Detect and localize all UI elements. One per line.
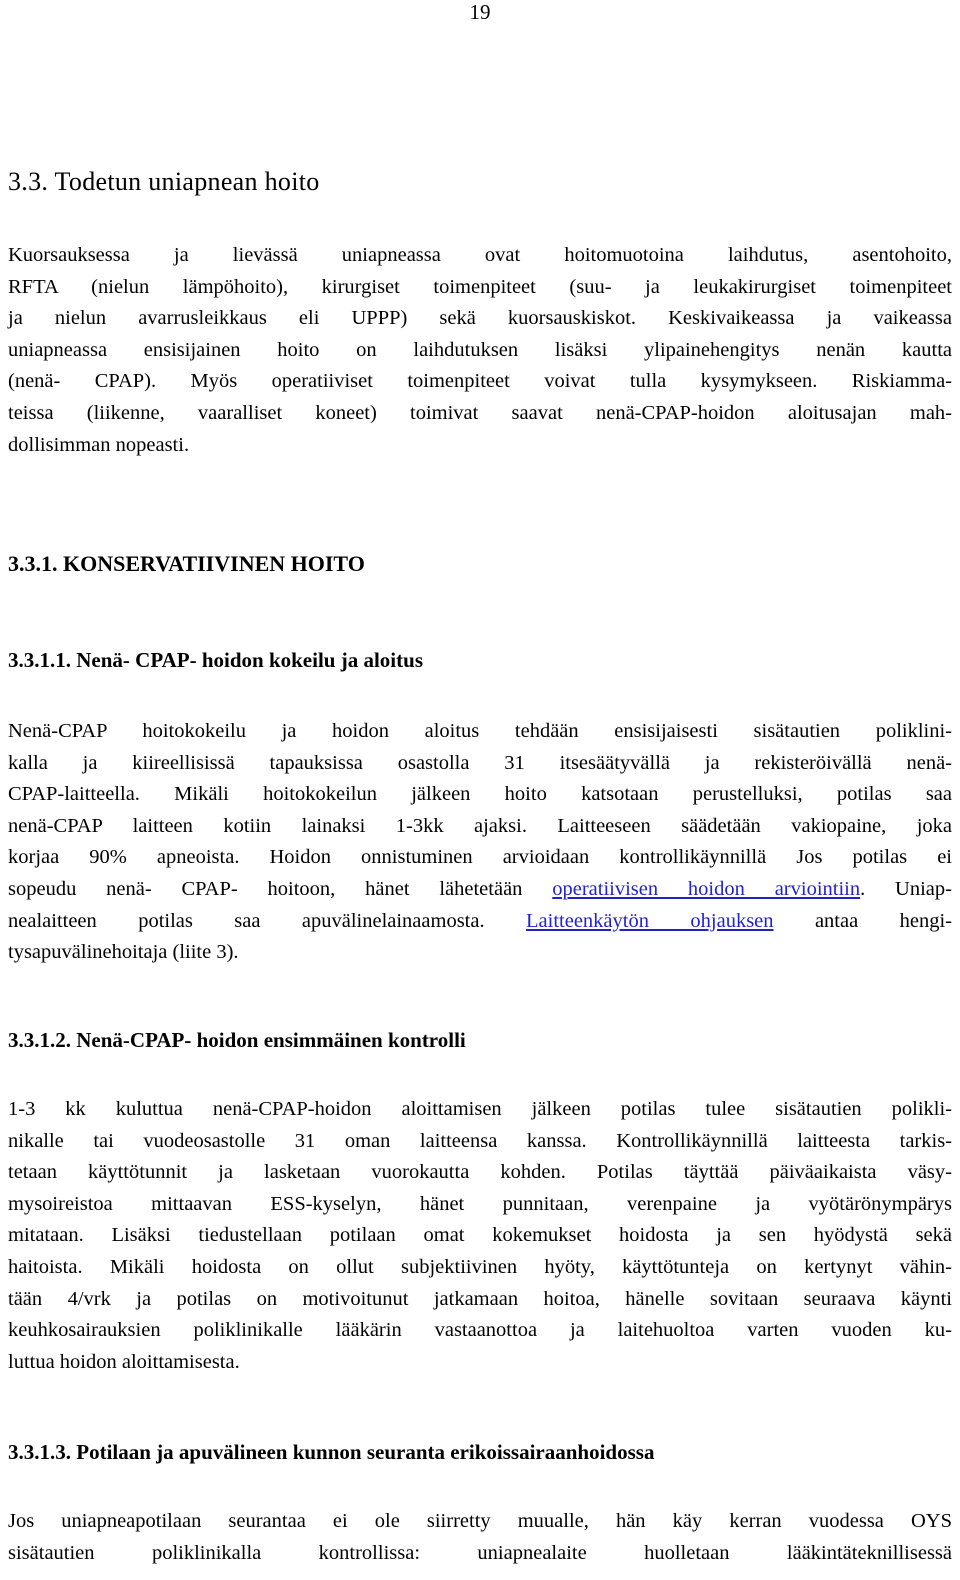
line-text: nealaitteen potilas saa apuvälinelainaamosta.	[8, 909, 527, 932]
paragraph-line: tään 4/vrk ja potilas on motivoitunut jatkamaan hoitoa, hänelle sovitaan seuraava käynti	[8, 1287, 952, 1310]
paragraph-line: Nenä-CPAP hoitokokeilu ja hoidon aloitus tehdään ensisijaisesti sisätautien poliklini-	[8, 720, 952, 742]
follow-up-heading: 3.3.1.3. Potilaan ja apuvälineen kunnon seuranta erikoissairaanhoidossa	[8, 1440, 655, 1464]
line-text: antaa hengi-	[773, 909, 952, 932]
paragraph-line: CPAP-laitteella. Mikäli hoitokokeilun jälkeen hoito katsotaan perustelluksi, potilas saa	[8, 783, 952, 806]
paragraph-line: RFTA (nielun lämpöhoito), kirurgiset toimenpiteet (suu- ja leukakirurgiset toimenpiteet	[8, 275, 952, 298]
paragraph-line: ja nielun avarrusleikkaus eli UPPP) sekä kuorsauskiskot. Keskivaikeassa ja vaikeassa	[8, 307, 952, 330]
paragraph-line	[8, 906, 952, 938]
paragraph-line: kalla ja kiireellisissä tapauksissa osastolla 31 itsesäätyvällä ja rekisteröivällä nenä-	[8, 751, 952, 774]
paragraph-line: korjaa 90% apneoista. Hoidon onnistuminen arvioidaan kontrollikäynnillä Jos potilas ei	[8, 846, 952, 869]
intro-paragraph	[8, 240, 952, 461]
section-heading: 3.3. Todetun uniapnean hoito	[8, 167, 320, 196]
first-control-paragraph	[8, 1094, 952, 1378]
paragraph-line: keuhkosairauksien poliklinikalle lääkärin vastaanottoa ja laitehuoltoa varten vuoden ku-	[8, 1319, 952, 1342]
paragraph-line: 1-3 kk kuluttua nenä-CPAP-hoidon aloittamisen jälkeen potilas tulee sisätautien polikli-	[8, 1098, 952, 1120]
cpap-trial-paragraph	[8, 716, 952, 969]
paragraph-line: Kuorsauksessa ja lievässä uniapneassa ovat hoitomuotoina laihdutus, asentohoito,	[8, 244, 952, 266]
paragraph-line: mitataan. Lisäksi tiedustellaan potilaan omat kokemukset hoidosta ja sen hyödystä sekä	[8, 1224, 952, 1247]
paragraph-line: (nenä- CPAP). Myös operatiiviset toimenpiteet voivat tulla kysymykseen. Riskiamma-	[8, 370, 952, 393]
paragraph-line: sisätautien poliklinikalla kontrollissa: uniapnealaite huolletaan lääkintäteknillisessä	[8, 1541, 952, 1564]
paragraph-line: luttua hoidon aloittamisesta.	[8, 1350, 240, 1373]
paragraph-line: mysoireistoa mittaavan ESS-kyselyn, hänet punnitaan, verenpaine ja vyötärönympärys	[8, 1192, 952, 1215]
paragraph-line: dollisimman nopeasti.	[8, 433, 190, 456]
paragraph-line: uniapneassa ensisijainen hoito on laihdutuksen lisäksi ylipainehengitys nenän kautta	[8, 338, 952, 361]
paragraph-line	[8, 874, 952, 906]
paragraph-line: teissa (liikenne, vaaralliset koneet) toimivat saavat nenä-CPAP-hoidon aloitusajan mah-	[8, 401, 952, 424]
operative-evaluation-link[interactable]: operatiivisen hoidon arviointiin	[552, 877, 861, 900]
line-text: . Uniap-	[860, 877, 952, 900]
paragraph-line: nikalle tai vuodeosastolle 31 oman laitteensa kanssa. Kontrollikäynnillä laitteesta tarkis-	[8, 1129, 952, 1152]
paragraph-line: Jos uniapneapotilaan seurantaa ei ole siirretty muualle, hän käy kerran vuodessa OYS	[8, 1510, 952, 1532]
subsection-heading: 3.3.1. KONSERVATIIVINEN HOITO	[8, 551, 365, 576]
page-number: 19	[469, 0, 491, 24]
first-control-heading: 3.3.1.2. Nenä-CPAP- hoidon ensimmäinen kontrolli	[8, 1028, 466, 1052]
follow-up-paragraph	[8, 1506, 952, 1569]
paragraph-line: tysapuvälinehoitaja (liite 3).	[8, 941, 239, 964]
paragraph-line: haitoista. Mikäli hoidosta on ollut subjektiivinen hyöty, käyttötunteja on kertynyt vähin-	[8, 1255, 952, 1278]
line-text: sopeudu nenä- CPAP- hoitoon, hänet lähetetään	[8, 877, 553, 900]
cpap-trial-heading: 3.3.1.1. Nenä- CPAP- hoidon kokeilu ja aloitus	[8, 648, 423, 672]
paragraph-line: tetaan käyttötunnit ja lasketaan vuorokautta kohden. Potilas täyttää päiväaikaista väsy-	[8, 1161, 952, 1184]
device-usage-guidance-link[interactable]: Laitteenkäytön ohjauksen	[526, 909, 774, 932]
paragraph-line: nenä-CPAP laitteen kotiin lainaksi 1-3kk ajaksi. Laitteeseen säädetään vakiopaine, joka	[8, 814, 952, 837]
